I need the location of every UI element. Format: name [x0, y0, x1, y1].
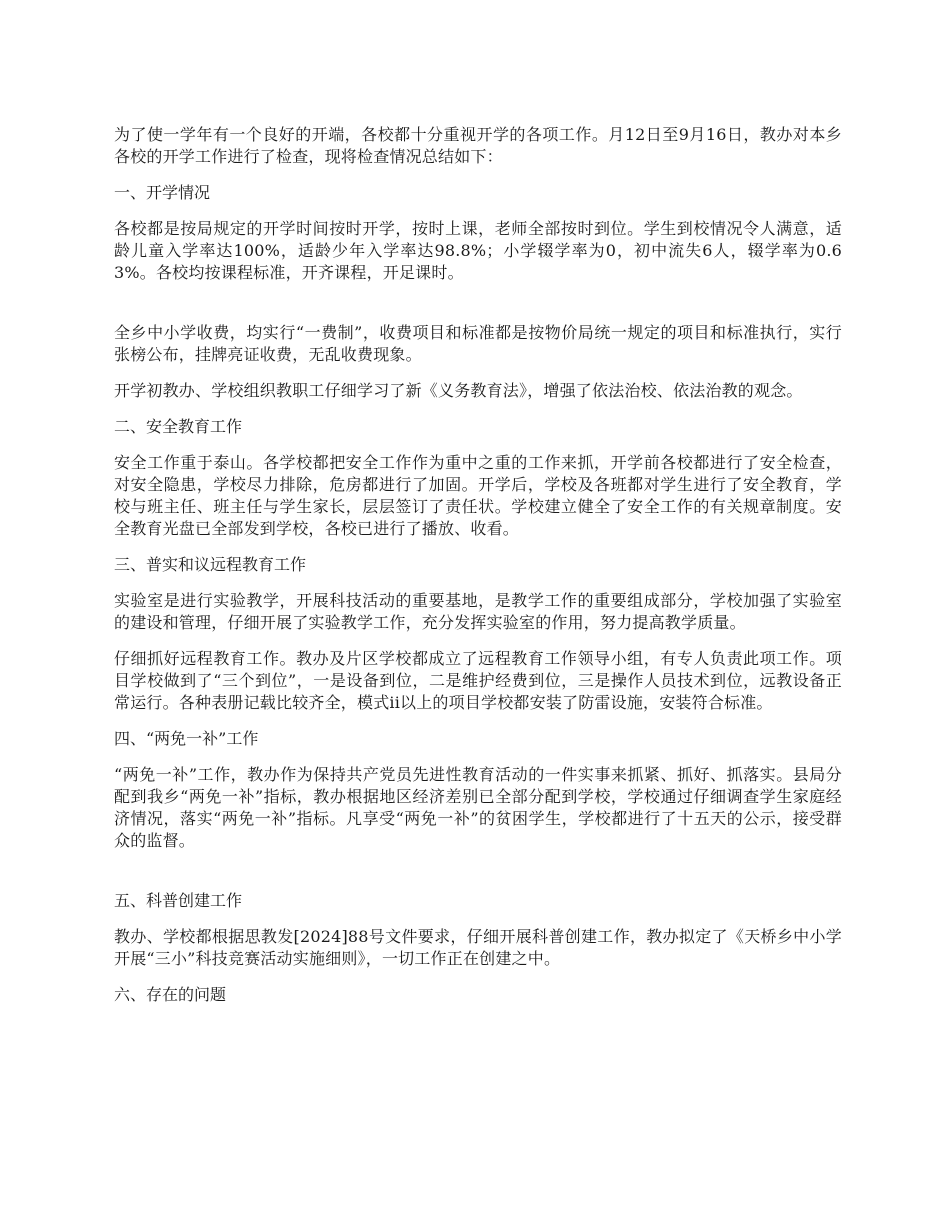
paragraph-two-exemptions: “两免一补”工作，教办作为保持共产党员先进性教育活动的一件实事来抓紧、抓好、抓落实。县局分配到我乡“两免一补”指标，教办根据地区经济差别已全部分配到学校，学校通过仔细调查学生家庭经济情况，落实“两免一补”指标。凡享受“两免一补”的贫困学生，学校都进行了十五天的公示，接受群众的监督。	[114, 765, 842, 850]
section-heading-2: 二、安全教育工作	[114, 417, 243, 436]
paragraph-law-study: 开学初教办、学校组织教职工仔细学习了新《义务教育法》，增强了依法治校、依法治教的观念。	[114, 381, 803, 400]
paragraph-enrollment: 各校都是按局规定的开学时间按时开学，按时上课，老师全部按时到位。学生到校情况令人满意，适龄儿童入学率达100%，适龄少年入学率达98.8%；小学辍学率为0，初中流失6人，辍学率为0.63%。各校均按课程标准，开齐课程，开足课时。	[114, 219, 842, 282]
section-heading-5: 五、科普创建工作	[114, 891, 243, 910]
spacer	[114, 298, 842, 322]
section-heading-4: 四、“两免一补”工作	[114, 729, 259, 748]
section-heading-1: 一、开学情况	[114, 183, 211, 202]
section-heading-6: 六、存在的问题	[114, 985, 227, 1004]
paragraph-fees: 全乡中小学收费，均实行“一费制”，收费项目和标准都是按物价局统一规定的项目和标准执行，实行张榜公布，挂牌亮证收费，无乱收费现象。	[114, 323, 842, 364]
document-body	[114, 124, 842, 1020]
spacer	[114, 866, 842, 890]
section-heading-3: 三、普实和议远程教育工作	[114, 555, 307, 574]
paragraph-lab: 实验室是进行实验教学，开展科技活动的重要基地，是教学工作的重要组成部分，学校加强了实验室的建设和管理，仔细开展了实验教学工作，充分发挥实验室的作用，努力提高教学质量。	[114, 591, 842, 632]
paragraph-safety: 安全工作重于泰山。各学校都把安全工作作为重中之重的工作来抓，开学前各校都进行了安全检查，对安全隐患，学校尽力排除，危房都进行了加固。开学后，学校及各班都对学生进行了安全教育，学校与班主任、班主任与学生家长，层层签订了责任状。学校建立健全了安全工作的有关规章制度。安全教育光盘已全部发到学校，各校已进行了播放、收看。	[114, 453, 842, 538]
intro-paragraph: 为了使一学年有一个良好的开端，各校都十分重视开学的各项工作。月12日至9月16日，教办对本乡各校的开学工作进行了检查，现将检查情况总结如下：	[114, 125, 842, 166]
paragraph-remote-education: 仔细抓好远程教育工作。教办及片区学校都成立了远程教育工作领导小组，有专人负责此项工作。项目学校做到了“三个到位”，一是设备到位，二是维护经费到位，三是操作人员技术到位，远教设备正常运行。各种表册记载比较齐全，模式ii以上的项目学校都安装了防雷设施，安装符合标准。	[114, 649, 842, 712]
paragraph-science: 教办、学校都根据思教发[2024]88号文件要求，仔细开展科普创建工作，教办拟定了《天桥乡中小学开展“三小”科技竞赛活动实施细则》，一切工作正在创建之中。	[114, 927, 842, 968]
